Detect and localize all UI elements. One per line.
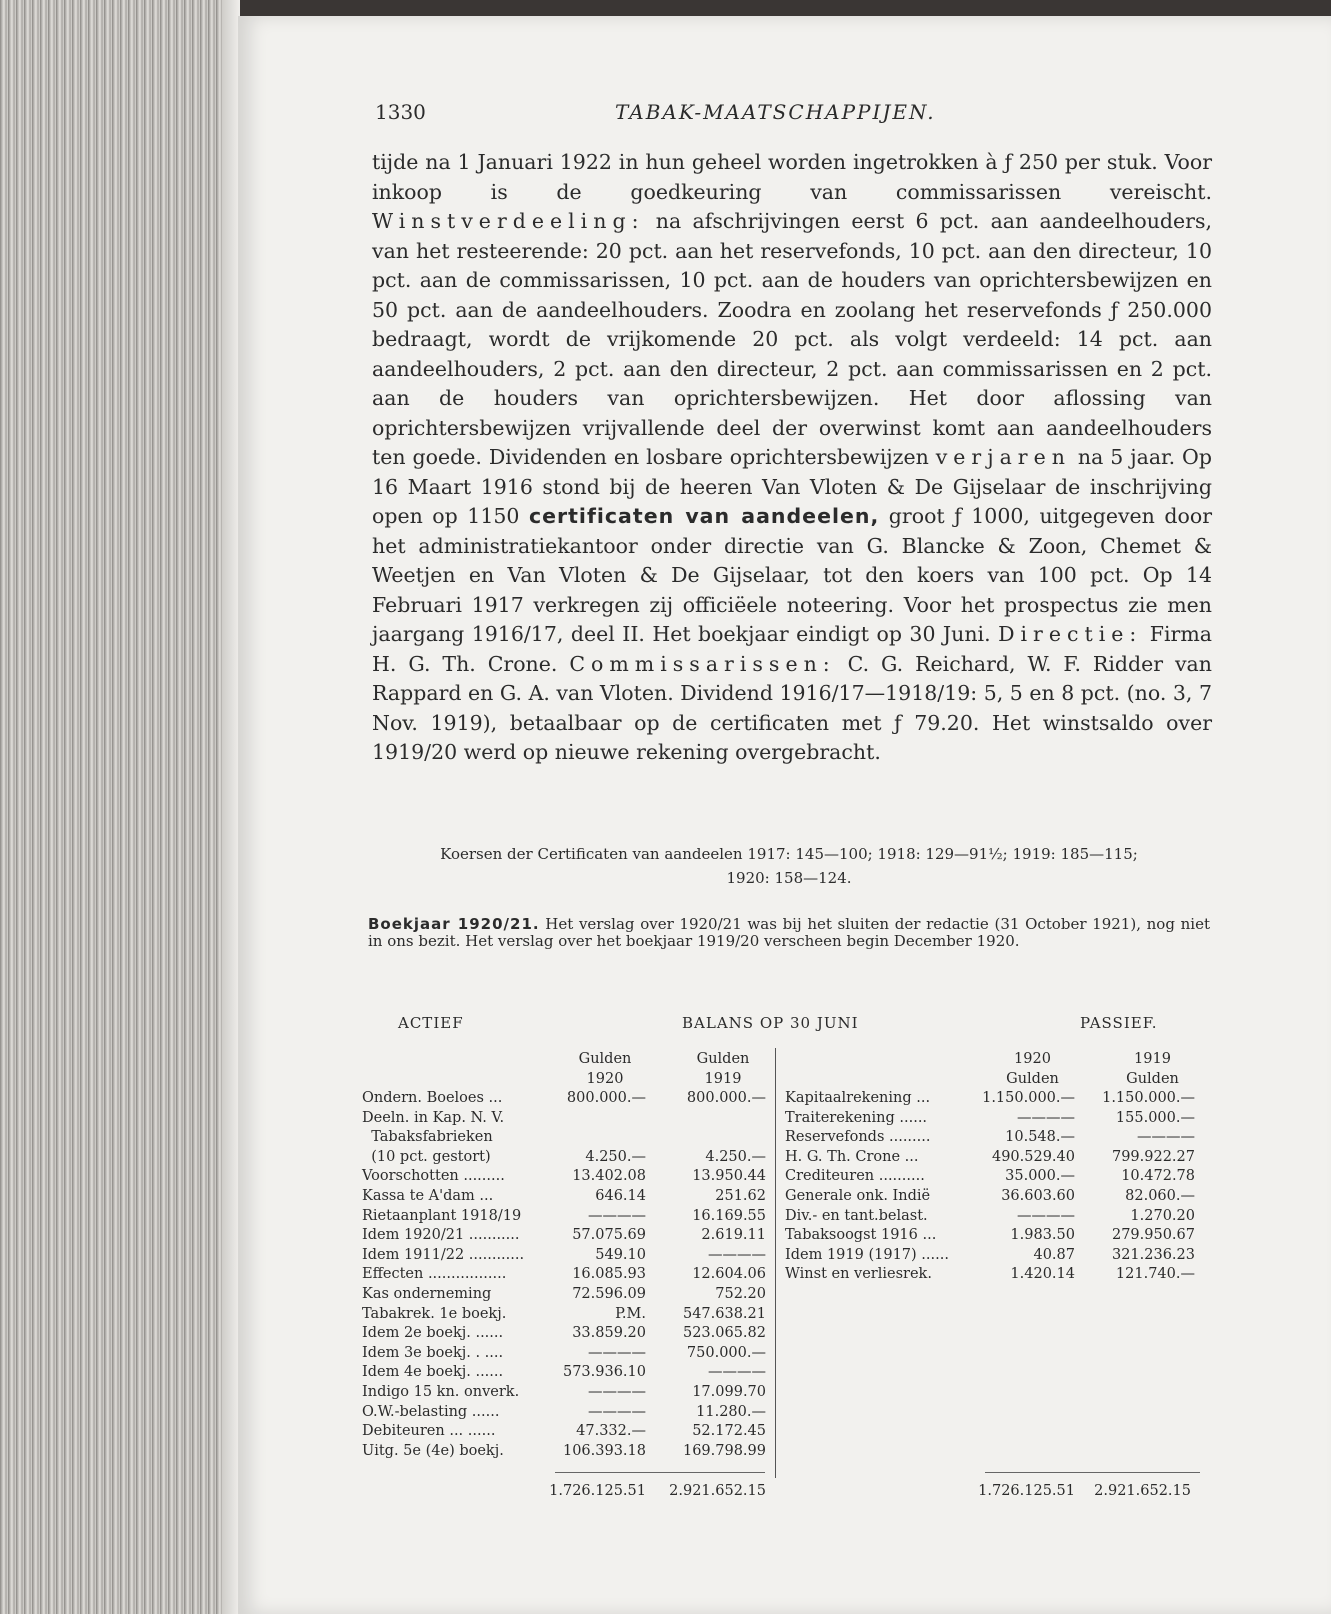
actief-1919-cell: ———— <box>708 1246 766 1263</box>
header-cell: Gulden <box>1126 1070 1179 1087</box>
passief-1920-cell: 40.87 <box>1033 1246 1075 1263</box>
passief-1920-cell: 10.548.— <box>1005 1129 1075 1146</box>
quotes-line: Koersen der Certificaten van aandeelen 1917: 145—100; 1918: 129—91½; 1919: 185—115; <box>440 845 1138 863</box>
passief-1919-cell: 279.950.67 <box>1111 1227 1195 1244</box>
table-row <box>785 1089 1205 1109</box>
actief-totals <box>540 1482 770 1502</box>
table-row <box>362 1305 772 1325</box>
actief-label-cell: Deeln. in Kap. N. V. <box>362 1109 505 1126</box>
actief-1919-cell: 16.169.55 <box>692 1207 766 1224</box>
actief-1919-cell: 13.950.44 <box>692 1168 766 1185</box>
table-row <box>785 1148 1205 1168</box>
header-cell: 1920 <box>1014 1051 1051 1067</box>
header-cell: Gulden <box>696 1051 750 1067</box>
page-number: 1330 <box>375 100 426 124</box>
winstverdeeling-heading: Winstverdeeling: <box>372 209 645 233</box>
directie-heading: Directie: <box>998 622 1143 646</box>
actief-1919-cell: 523.065.82 <box>682 1325 766 1342</box>
page-header <box>375 100 1155 128</box>
book-page-edges <box>0 0 240 1614</box>
passief-1920-cell: ———— <box>1017 1207 1075 1224</box>
passief-1919-cell: 10.472.78 <box>1121 1168 1195 1185</box>
balance-title: BALANS OP 30 JUNI <box>682 1014 859 1032</box>
report-note-text: Het verslag over 1920/21 was bij het sluiten der redactie (31 October 1921), nog niet in ons bezit. Het verslag over het boekjaar 1919/20 verscheen begin December 1920. <box>368 915 1210 950</box>
actief-label-cell: Idem 3e boekj. . .... <box>362 1344 504 1361</box>
actief-1919-cell: 2.619.11 <box>701 1227 766 1244</box>
header-cell: 1919 <box>704 1070 742 1087</box>
passief-1920-cell: 36.603.60 <box>1001 1187 1075 1204</box>
table-row <box>362 1089 772 1109</box>
passief-1920-cell: 490.529.40 <box>991 1148 1075 1165</box>
passief-label-cell: Div.- en tant.belast. <box>785 1207 928 1224</box>
total-passief-1919: 2.921.652.15 <box>1094 1483 1191 1499</box>
certificaten-term: certificaten van aandeelen, <box>528 504 880 528</box>
actief-1919-cell: 752.20 <box>715 1285 766 1302</box>
text-segment: C. G. Reichard, W. F. Ridder van Rappard en G. A. van Vloten. Dividend 1916/17—1918/19: 5, 5 en 8 pct. (no. 3, 7 Nov. 1919), betaalbaar op de certificaten met ƒ 79.20. Het winstsaldo over 1919/20 werd op nieuwe rekening overgebracht. <box>372 651 1212 764</box>
table-row <box>362 1128 772 1148</box>
table-row <box>785 1187 1205 1207</box>
commissarissen-heading: Commissarissen: <box>569 651 836 676</box>
table-row <box>362 1207 772 1227</box>
actief-1920-cell: 646.14 <box>595 1187 646 1204</box>
actief-1919-cell: 52.172.45 <box>692 1423 766 1440</box>
actief-label-cell: Kas onderneming <box>362 1285 492 1302</box>
table-row <box>785 1226 1205 1246</box>
table-row <box>362 1246 772 1266</box>
table-row <box>362 1363 772 1383</box>
passief-label-cell: Traiterekening ...... <box>785 1109 928 1126</box>
actief-1920-cell: ———— <box>588 1344 646 1361</box>
total-actief-1919: 2.921.652.15 <box>669 1483 766 1499</box>
actief-1920-cell: 13.402.08 <box>572 1168 646 1185</box>
passief-1919-cell: ———— <box>1137 1129 1195 1146</box>
actief-1919-cell: 4.250.— <box>705 1148 766 1165</box>
actief-1920-cell: 33.859.20 <box>572 1325 646 1342</box>
actief-1920-cell: 106.393.18 <box>562 1442 646 1459</box>
actief-1919-cell: 11.280.— <box>696 1403 766 1420</box>
passief-total-rule <box>985 1472 1200 1473</box>
total-passief-1920: 1.726.125.51 <box>978 1483 1075 1499</box>
actief-label-cell: Effecten ................. <box>362 1266 507 1283</box>
actief-table <box>362 1089 772 1461</box>
passief-label-cell: Idem 1919 (1917) ...... <box>785 1246 949 1263</box>
passief-label-cell: Kapitaalrekening ... <box>785 1090 931 1106</box>
report-note-lead: Boekjaar 1920/21. <box>368 915 540 933</box>
balance-divider <box>775 1048 776 1478</box>
actief-header-1920 <box>560 1050 650 1089</box>
text-segment: Firma H. G. Th. Crone. <box>372 622 1212 676</box>
passief-1919-cell: 1.150.000.— <box>1102 1090 1195 1106</box>
header-cell: 1920 <box>586 1070 624 1087</box>
actief-1919-cell: 800.000.— <box>686 1090 766 1106</box>
passief-1920-cell: 35.000.— <box>1005 1168 1075 1185</box>
table-row <box>362 1285 772 1305</box>
table-row <box>362 1265 772 1285</box>
actief-1920-cell: 573.936.10 <box>562 1364 646 1381</box>
passief-label-cell: H. G. Th. Crone ... <box>785 1148 919 1165</box>
actief-1919-cell: 251.62 <box>715 1187 766 1204</box>
actief-1920-cell: ———— <box>588 1207 646 1224</box>
passief-label-cell: Crediteuren .......... <box>785 1168 925 1185</box>
text-segment: tijde na 1 Januari 1922 in hun geheel worden ingetrokken à ƒ 250 per stuk. Voor inkoop is de goedkeuring van commissarissen vereischt. <box>372 150 1212 204</box>
passief-totals <box>975 1482 1205 1502</box>
text-segment: na afschrijvingen eerst 6 pct. aan aandeelhouders, van het resteerende: 20 pct. aan het reservefonds, 10 pct. aan den directeur, 10 pct. aan de commissarissen, 10 pct. aan de houders van oprichtersbewijzen en 50 pct. aan de aandeelhouders. Zoodra en zoolang het reservefonds ƒ 250.000 bedraagt, wordt de vrijkomende 20 pct. als volgt verdeeld: 14 pct. aan aandeelhouders, 2 pct. aan den directeur, 2 pct. aan commissarissen en 2 pct. aan de houders van oprichtersbewijzen. Het door aflossing van oprichtersbewijzen vrijvallende deel der overwinst komt aan aandeelhouders ten goede. Dividenden en losbare oprichtersbewijzen <box>372 209 1212 469</box>
table-row <box>785 1128 1205 1148</box>
table-row <box>362 1344 772 1364</box>
passief-1920-cell: 1.150.000.— <box>982 1090 1075 1106</box>
quotes-line: 1920: 158—124. <box>726 869 852 887</box>
passief-label-cell: Reservefonds ......... <box>785 1129 931 1146</box>
table-row <box>362 1148 772 1168</box>
actief-label-cell: Indigo 15 kn. onverk. <box>362 1383 520 1400</box>
text-segment: na 5 jaar. Op 16 Maart 1916 stond bij de heeren Van Vloten & De Gijselaar de inschrijving open op 1150 <box>372 445 1212 528</box>
header-cell: Gulden <box>578 1051 632 1067</box>
actief-label-cell: (10 pct. gestort) <box>362 1148 491 1165</box>
table-row <box>362 1187 772 1207</box>
table-row <box>362 1109 772 1129</box>
actief-1919-cell: ———— <box>708 1364 766 1381</box>
passief-1920-cell: 1.420.14 <box>1010 1266 1075 1283</box>
actief-1920-cell: 800.000.— <box>566 1090 646 1106</box>
actief-1919-cell: 169.798.99 <box>682 1442 766 1459</box>
actief-1920-cell: 47.332.— <box>576 1423 646 1440</box>
table-row <box>785 1246 1205 1266</box>
table-row <box>785 1109 1205 1129</box>
passief-1919-cell: 799.922.27 <box>1111 1148 1195 1165</box>
passief-1920-cell: ———— <box>1017 1109 1075 1126</box>
actief-label-cell: Ondern. Boeloes ... <box>362 1090 503 1106</box>
actief-label-cell: Kassa te A'dam ... <box>362 1187 494 1204</box>
actief-1920-cell: 4.250.— <box>585 1148 646 1165</box>
passief-label-cell: Generale onk. Indië <box>785 1187 931 1204</box>
actief-label-cell: Uitg. 5e (4e) boekj. <box>362 1442 504 1459</box>
passief-1919-cell: 121.740.— <box>1115 1266 1195 1283</box>
passief-1919-cell: 1.270.20 <box>1130 1207 1195 1224</box>
table-row <box>362 1383 772 1403</box>
table-row <box>362 1226 772 1246</box>
passief-label-cell: Winst en verliesrek. <box>785 1266 932 1283</box>
running-title: TABAK-MAATSCHAPPIJEN. <box>615 100 936 124</box>
actief-1920-cell: ———— <box>588 1383 646 1400</box>
passief-header-1920 <box>985 1050 1080 1089</box>
passief-header-1919 <box>1105 1050 1200 1089</box>
verjaren-term: verjaren <box>935 445 1071 469</box>
table-row <box>362 1167 772 1187</box>
actief-1920-cell: P.M. <box>615 1305 646 1322</box>
table-row <box>362 1324 772 1344</box>
actief-label-cell: Idem 2e boekj. ...... <box>362 1325 504 1342</box>
header-cell: 1919 <box>1134 1051 1171 1067</box>
actief-header-1919 <box>678 1050 768 1089</box>
text-segment: groot ƒ 1000, uitgegeven door het administratiekantoor onder directie van G. Blancke & Zoon, Chemet & Weetjen en Van Vloten & De Gijselaar, tot den koers van 100 pct. Op 14 Februari 1917 verkregen zij officiëele noteering. Voor het prospectus zie men jaargang 1916/17, deel II. Het boekjaar eindigt op 30 Juni. <box>372 504 1212 646</box>
actief-1920-cell: 549.10 <box>595 1246 646 1263</box>
actief-label-cell: Rietaanplant 1918/19 <box>362 1207 522 1224</box>
passief-table <box>785 1089 1205 1285</box>
actief-1920-cell: 57.075.69 <box>572 1227 646 1244</box>
actief-label-cell: Debiteuren ... ...... <box>362 1423 496 1440</box>
actief-label-cell: Tabaksfabrieken <box>362 1129 493 1146</box>
company-description <box>372 148 1212 768</box>
actief-label: ACTIEF <box>398 1014 464 1032</box>
actief-1920-cell: ———— <box>588 1403 646 1420</box>
table-row <box>785 1265 1205 1285</box>
actief-label-cell: O.W.-belasting ...... <box>362 1403 500 1420</box>
header-cell: Gulden <box>1006 1070 1059 1087</box>
passief-label-cell: Tabaksoogst 1916 ... <box>785 1227 937 1244</box>
actief-label-cell: Voorschotten ......... <box>362 1168 505 1185</box>
actief-label-cell: Idem 1911/22 ............ <box>362 1246 525 1263</box>
table-row <box>785 1167 1205 1187</box>
passief-1920-cell: 1.983.50 <box>1010 1227 1075 1244</box>
actief-1919-cell: 17.099.70 <box>692 1383 766 1400</box>
table-row <box>362 1422 772 1442</box>
actief-label-cell: Idem 1920/21 ........... <box>362 1227 520 1244</box>
actief-1920-cell: 72.596.09 <box>572 1285 646 1302</box>
actief-1920-cell: 16.085.93 <box>572 1266 646 1283</box>
table-row <box>785 1207 1205 1227</box>
actief-label-cell: Tabakrek. 1e boekj. <box>362 1305 507 1322</box>
table-row <box>362 1442 772 1462</box>
table-row <box>362 1403 772 1423</box>
passief-1919-cell: 155.000.— <box>1115 1109 1195 1126</box>
share-quotes <box>368 842 1210 890</box>
actief-1919-cell: 547.638.21 <box>682 1305 766 1322</box>
total-actief-1920: 1.726.125.51 <box>549 1483 646 1499</box>
report-note <box>368 916 1210 950</box>
actief-1919-cell: 750.000.— <box>686 1344 766 1361</box>
actief-total-rule <box>555 1472 765 1473</box>
actief-label-cell: Idem 4e boekj. ...... <box>362 1364 504 1381</box>
passief-1919-cell: 82.060.— <box>1125 1187 1195 1204</box>
passief-1919-cell: 321.236.23 <box>1111 1246 1195 1263</box>
actief-1919-cell: 12.604.06 <box>692 1266 766 1283</box>
passief-label: PASSIEF. <box>1080 1014 1158 1032</box>
